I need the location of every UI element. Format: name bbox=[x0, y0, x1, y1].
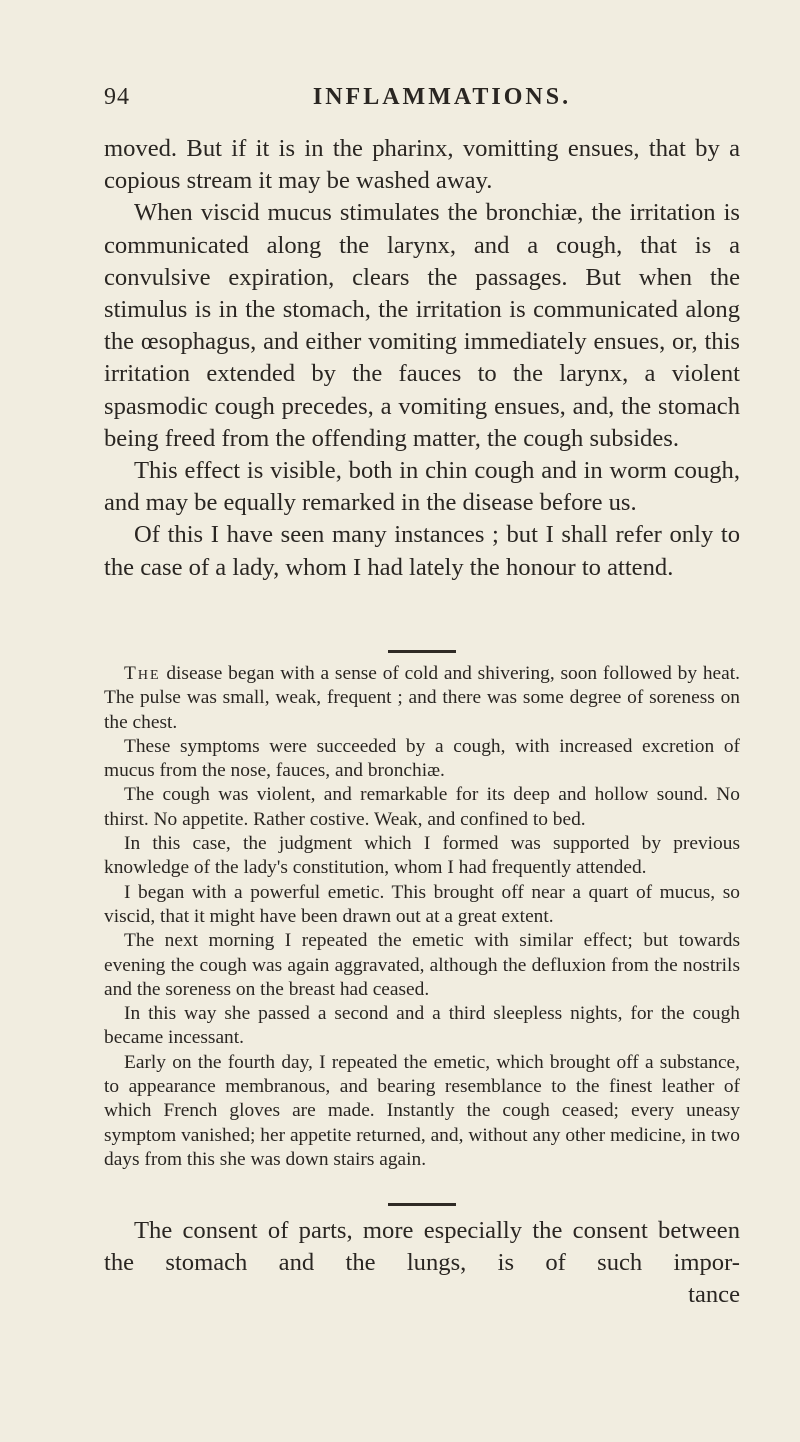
running-title: INFLAMMATIONS. bbox=[312, 84, 572, 110]
paragraph-bronchiae: When viscid mucus stimulates the bronchiæ, the irritation is communicated along the larynx, and a cough, that is a convulsive expiration, clears the passages. But when the stimulus is in the stomach, the irritation is communicated along the œsophagus, and either vomiting immediately ensues, or, this irritation extended by the fauces to the larynx, a violent spasmodic cough precedes, a vomiting ensues, and, the stomach being freed from the offending matter, the cough subsides. bbox=[104, 199, 740, 452]
case-onset-text: disease began with a sense of cold and shivering, soon followed by heat. The pulse was small, weak, frequent ; and there was some degree of soreness on the chest. bbox=[104, 663, 740, 733]
case-paragraph: These symptoms were succeeded by a cough, with increased excretion of mucus from the nose, fauces, and bronchiæ. bbox=[104, 735, 740, 782]
case-paragraph: I began with a powerful emetic. This brought off near a quart of mucus, so viscid, that it might have been drawn out at a great extent. bbox=[104, 881, 740, 927]
case-paragraph: Early on the fourth day, I repeated the emetic, which brought off a substance, to appearance membranous, and bearing resemblance to the finest leather of which French gloves are made. Instantly the cough ceased; every uneasy symptom vanished; her appetite returned, and, without any other medicine, in two days from this she was down stairs again. bbox=[104, 1051, 740, 1170]
page-number: 94 bbox=[104, 84, 130, 110]
case-report bbox=[104, 662, 740, 1172]
case-lead-word: The bbox=[124, 663, 161, 684]
case-paragraph: The next morning I repeated the emetic with similar effect; but towards evening the cough was again aggravated, although the defluxion from the nostrils and the soreness on the breast had ceased. bbox=[104, 930, 740, 1000]
running-head bbox=[104, 84, 740, 120]
closing-text bbox=[104, 1215, 740, 1279]
case-paragraph-onset bbox=[104, 662, 740, 735]
section-divider bbox=[388, 650, 456, 653]
paragraph-continuation: moved. But if it is in the pharinx, vomitting ensues, that by a copious stream it may be washed away. bbox=[104, 135, 740, 195]
catchword: tance bbox=[688, 1281, 740, 1308]
case-paragraph: In this way she passed a second and a third sleepless nights, for the cough became incessant. bbox=[104, 1003, 740, 1049]
paragraph-instances: Of this I have seen many instances ; but I shall refer only to the case of a lady, whom I had lately the honour to attend. bbox=[104, 521, 740, 581]
case-paragraph: In this case, the judgment which I formed was supported by previous knowledge of the lady's constitution, whom I had frequently attended. bbox=[104, 833, 740, 879]
case-paragraph: The cough was violent, and remarkable for its deep and hollow sound. No thirst. No appetite. Rather costive. Weak, and confined to bed. bbox=[104, 784, 740, 830]
paragraph-effect: This effect is visible, both in chin cough and in worm cough, and may be equally remarked in the disease before us. bbox=[104, 457, 740, 517]
paragraph-consent: The consent of parts, more especially the consent between the stomach and the lungs, is of such impor- bbox=[104, 1217, 740, 1277]
section-divider bbox=[388, 1203, 456, 1206]
main-text bbox=[104, 133, 740, 584]
